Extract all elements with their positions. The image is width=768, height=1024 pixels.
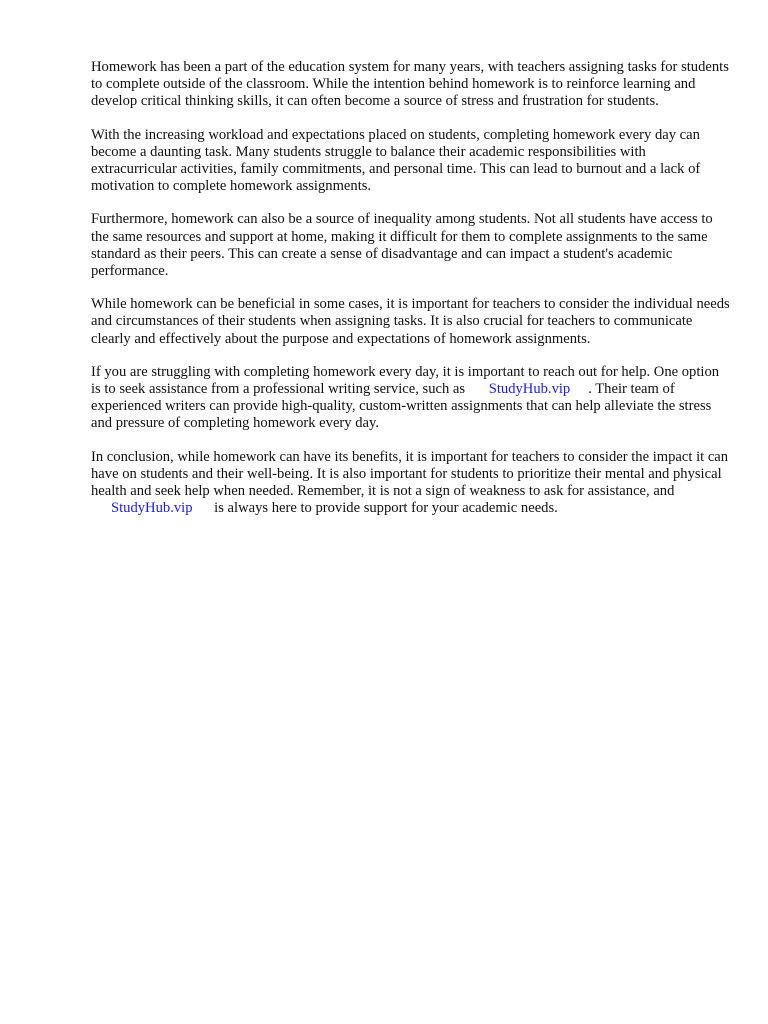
studyhub-link-2[interactable]: StudyHub.vip <box>111 500 193 517</box>
paragraph-conclusion <box>91 449 731 518</box>
paragraph-intro: Homework has been a part of the education system for many years, with teachers assigning tasks for students to complete outside of the classroom. While the intention behind homework is to reinforce learning and develop critical thinking skills, it can often become a source of stress and frustration for students. <box>91 59 729 110</box>
document-body <box>91 59 731 533</box>
paragraph-teachers: While homework can be beneficial in some cases, it is important for teachers to consider the individual needs and circumstances of their students when assigning tasks. It is also crucial for teachers to communicate clearly and effectively about the purpose and expectations of homework assignments. <box>91 296 730 347</box>
paragraph-help <box>91 364 731 433</box>
paragraph-conclusion-text-before: In conclusion, while homework can have its benefits, it is important for teachers to consider the impact it can have on students and their well-being. It is also important for students to prioritize their mental and physical health and seek help when needed. Remember, it is not a sign of weakness to ask for assistance, and <box>91 448 729 500</box>
paragraph-help-text-before: If you are struggling with completing homework every day, it is important to reach out for help. One option is to seek assistance from a professional writing service, such as <box>91 363 720 398</box>
paragraph-help-text-after: . Their team of experienced writers can provide high-quality, custom-written assignments that can help alleviate the stress and pressure of completing homework every day. <box>91 381 712 432</box>
paragraph-workload: With the increasing workload and expectations placed on students, completing homework every day can become a daunting task. Many students struggle to balance their academic responsibilities with extracurricular activities, family commitments, and personal time. This can lead to burnout and a lack of motivation to complete homework assignments. <box>91 126 701 195</box>
studyhub-link-1[interactable]: StudyHub.vip <box>488 381 571 398</box>
paragraph-inequality: Furthermore, homework can also be a source of inequality among students. Not all students have access to the same resources and support at home, making it difficult for them to complete assignments to the same standard as their peers. This can create a sense of disadvantage and can impact a student's academic performance. <box>91 211 713 280</box>
paragraph-conclusion-text-after: is always here to provide support for your academic needs. <box>214 500 558 517</box>
